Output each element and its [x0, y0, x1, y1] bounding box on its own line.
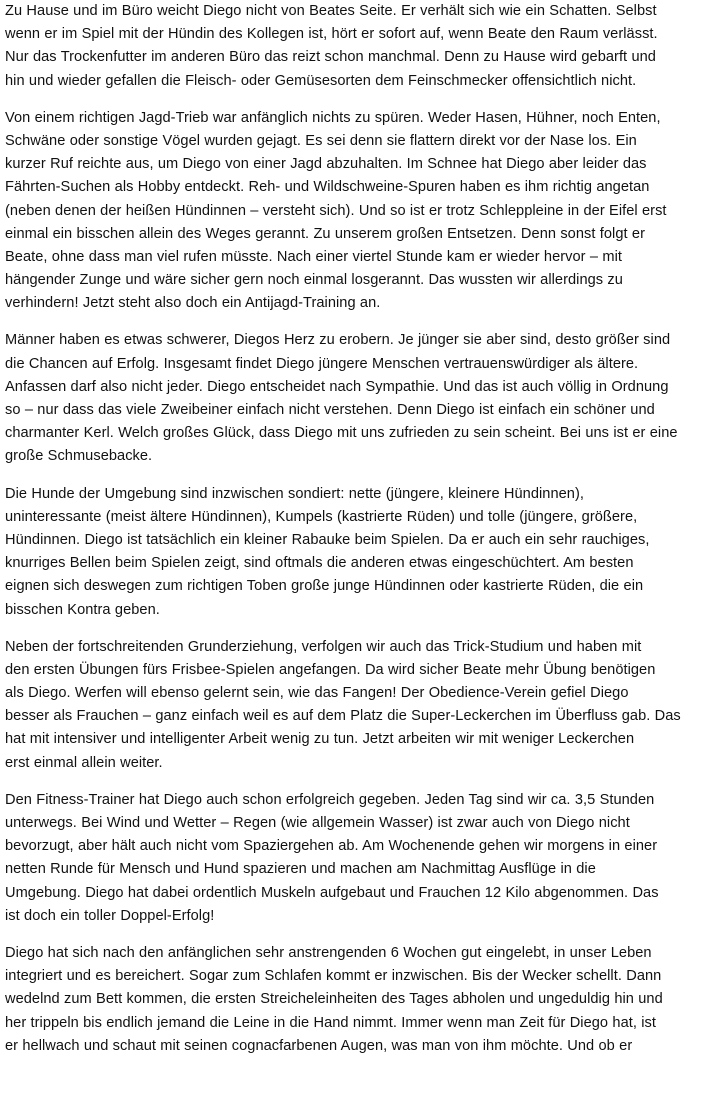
text-line: wenn er im Spiel mit der Hündin des Kollegen ist, hört er sofort auf, wenn Beate den Raum verlässt. — [5, 26, 658, 43]
text-line: charmanter Kerl. Welch großes Glück, dass Diego mit uns zufrieden zu sein scheint. Bei uns ist er eine — [5, 425, 678, 442]
text-line: her trippeln bis endlich jemand die Leine in die Hand nimmt. Immer wenn man Zeit für Diego hat, ist — [5, 1014, 656, 1031]
paragraph-men — [5, 329, 709, 468]
text-line: Die Hunde der Umgebung sind inzwischen sondiert: nette (jüngere, kleinere Hündinnen), — [5, 485, 584, 502]
text-line: Hündinnen. Diego ist tatsächlich ein kleiner Rabauke beim Spielen. Da er auch ein sehr rauchiges, — [5, 531, 650, 548]
paragraph-dogs — [5, 483, 709, 622]
text-line: er hellwach und schaut mit seinen cognacfarbenen Augen, was man von ihm möchte. Und ob er — [5, 1037, 633, 1054]
text-line: erst einmal allein weiter. — [5, 754, 163, 771]
text-line: Schwäne oder sonstige Vögel wurden gejagt. Es sei denn sie flattern direkt vor der Nase los. Ein — [5, 132, 637, 149]
text-line: netten Runde für Mensch und Hund spazieren und machen am Nachmittag Ausflüge in die — [5, 861, 596, 878]
text-line: Umgebung. Diego hat dabei ordentlich Muskeln aufgebaut und Frauchen 12 Kilo abgenommen. Das — [5, 884, 659, 901]
text-line: Beate, ohne dass man viel rufen müsste. Nach einer viertel Stunde kam er wieder hervor – mit — [5, 248, 622, 265]
text-line: Fährten-Suchen als Hobby entdeckt. Reh- und Wildschweine-Spuren haben es ihm richtig angetan — [5, 179, 650, 196]
text-line: Neben der fortschreitenden Grunderziehung, verfolgen wir auch das Trick-Studium und haben mit — [5, 638, 642, 655]
text-line: einmal ein bisschen allein des Weges gerannt. Zu unserem großen Entsetzen. Denn sonst folgt er — [5, 225, 645, 242]
text-line: integriert und es bereichert. Sogar zum Schlafen kommt er inzwischen. Bis der Wecker schellt. Dann — [5, 968, 662, 985]
text-line: besser als Frauchen – ganz einfach weil es auf dem Platz die Super-Leckerchen im Überfluss gab. Das — [5, 708, 681, 725]
text-line: Anfassen darf also nicht jeder. Diego entscheidet nach Sympathie. Und das ist auch völlig in Ordnung — [5, 378, 669, 395]
text-line: Den Fitness-Trainer hat Diego auch schon erfolgreich gegeben. Jeden Tag sind wir ca. 3,5 Stunden — [5, 791, 655, 808]
text-line: knurriges Bellen beim Spielen zeigt, sind oftmals die anderen etwas eingeschüchtert. Am besten — [5, 555, 634, 572]
text-line: hin und wieder gefallen die Fleisch- oder Gemüsesorten dem Feinschmecker offensichtlich nicht. — [5, 72, 637, 89]
text-line: Zu Hause und im Büro weicht Diego nicht von Beates Seite. Er verhält sich wie ein Schatten. Selbst — [5, 3, 657, 19]
paragraph-training — [5, 636, 709, 775]
text-line: die Chancen auf Erfolg. Insgesamt findet Diego jüngere Menschen vertrauenswürdiger als ältere. — [5, 355, 639, 372]
document-page — [5, 0, 709, 1072]
text-line: große Schmusebacke. — [5, 448, 153, 465]
text-line: so – nur dass das viele Zweibeiner einfach nicht verstehen. Denn Diego ist einfach ein schöner und — [5, 402, 655, 418]
text-line: verhindern! Jetzt steht also doch ein Antijagd-Training an. — [5, 295, 381, 312]
text-line: (neben denen der heißen Hündinnen – versteht sich). Und so ist er trotz Schleppleine in der Eifel erst — [5, 202, 667, 219]
text-line: ist doch ein toller Doppel-Erfolg! — [5, 907, 215, 924]
paragraph-settled — [5, 942, 709, 1058]
text-line: uninteressante (meist ältere Hündinnen), Kumpels (kastrierte Rüden) und tolle (jüngere, größere, — [5, 508, 638, 525]
text-line: bevorzugt, aber hält auch nicht vom Spaziergehen ab. Am Wochenende gehen wir morgens in einer — [5, 838, 658, 855]
text-line: Nur das Trockenfutter im anderen Büro das reizt schon manchmal. Denn zu Hause wird gebarft und — [5, 49, 656, 66]
text-line: Männer haben es etwas schwerer, Diegos Herz zu erobern. Je jünger sie aber sind, desto größer sind — [5, 332, 671, 349]
text-line: wedelnd zum Bett kommen, die ersten Streicheleinheiten des Tages abholen und ungeduldig hin und — [5, 991, 663, 1008]
paragraph-household — [5, 0, 709, 93]
text-line: bisschen Kontra geben. — [5, 601, 160, 618]
paragraph-hunting — [5, 107, 709, 316]
text-line: hat mit intensiver und intelligenter Arbeit wenig zu tun. Jetzt arbeiten wir mit weniger Leckerchen — [5, 731, 635, 748]
text-line: den ersten Übungen fürs Frisbee-Spielen angefangen. Da wird sicher Beate mehr Übung benötigen — [5, 661, 656, 678]
text-line: als Diego. Werfen will ebenso gelernt sein, wie das Fangen! Der Obedience-Verein gefiel Diego — [5, 685, 629, 702]
text-line: Von einem richtigen Jagd-Trieb war anfänglich nichts zu spüren. Weder Hasen, Hühner, noch Enten, — [5, 109, 661, 126]
text-line: hängender Zunge und wäre sicher gern noch einmal losgerannt. Das wussten wir allerdings zu — [5, 272, 623, 289]
text-line: unterwegs. Bei Wind und Wetter – Regen (wie allgemein Wasser) ist zwar auch von Diego nicht — [5, 815, 630, 831]
text-line: eignen sich deswegen zum richtigen Toben große junge Hündinnen oder kastrierte Rüden, die ein — [5, 578, 644, 595]
text-line: Diego hat sich nach den anfänglichen sehr anstrengenden 6 Wochen gut eingelebt, in unser Leben — [5, 944, 652, 961]
paragraph-fitness — [5, 789, 709, 928]
text-line: kurzer Ruf reichte aus, um Diego von einer Jagd abzuhalten. Im Schnee hat Diego aber leider das — [5, 156, 647, 173]
